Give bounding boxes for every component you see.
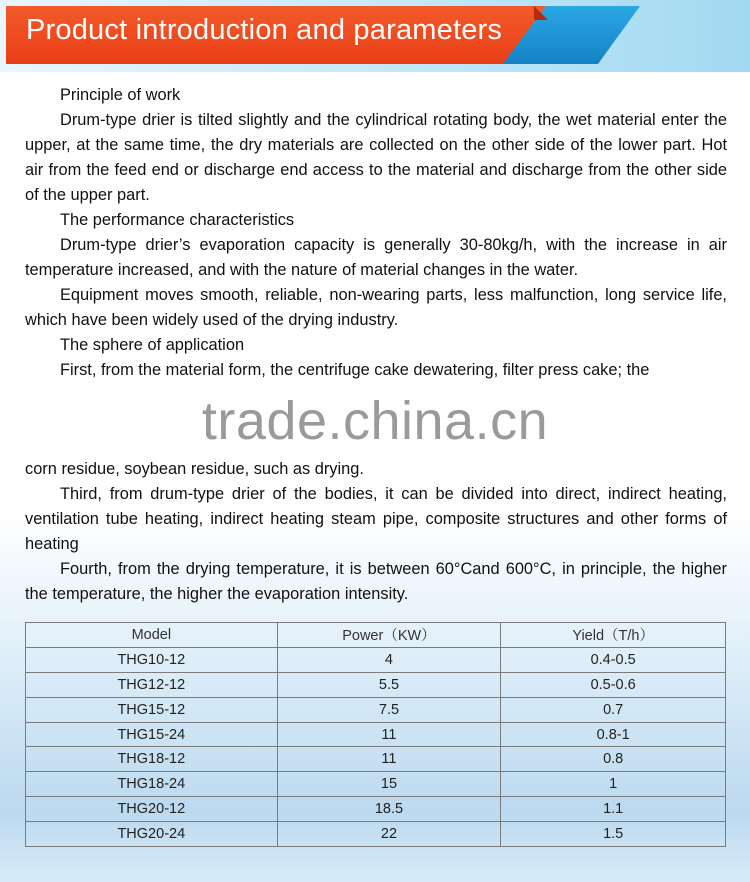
- cell-yield: 1.5: [501, 822, 726, 847]
- paragraph-first: First, from the material form, the centrifuge cake dewatering, filter press cake; the: [60, 361, 650, 379]
- paragraph-evaporation: Drum-type drier’s evaporation capacity is generally 30-80kg/h, with the increase in air temperature increased, and with the nature of material changes in the water.: [25, 236, 727, 279]
- table-row: [26, 822, 726, 847]
- cell-model: THG20-24: [26, 822, 278, 847]
- table-header-row: [26, 623, 726, 648]
- cell-power: 15: [277, 772, 501, 797]
- cell-power: 11: [277, 722, 501, 747]
- cell-model: THG12-12: [26, 672, 278, 697]
- cell-model: THG15-24: [26, 722, 278, 747]
- table-row: [26, 697, 726, 722]
- cell-yield: 0.5-0.6: [501, 672, 726, 697]
- paragraph-corn: corn residue, soybean residue, such as drying.: [25, 460, 364, 478]
- paragraph-third: Third, from drum-type drier of the bodies, it can be divided into direct, indirect heating, ventilation tube heating, indirect heating steam pipe, composite structures and other forms of heating: [25, 485, 727, 553]
- section-heading-application: The sphere of application: [60, 336, 245, 354]
- watermark-text: trade.china.cn: [201, 391, 549, 451]
- cell-yield: 0.4-0.5: [501, 647, 726, 672]
- table-row: [26, 772, 726, 797]
- cell-power: 5.5: [277, 672, 501, 697]
- cell-model: THG20-12: [26, 797, 278, 822]
- cell-yield: 0.8: [501, 747, 726, 772]
- section-heading-performance: The performance characteristics: [60, 211, 295, 229]
- cell-power: 22: [277, 822, 501, 847]
- cell-power: 4: [277, 647, 501, 672]
- table-row: [26, 672, 726, 697]
- cell-yield: 1.1: [501, 797, 726, 822]
- paragraph-equipment: Equipment moves smooth, reliable, non-wearing parts, less malfunction, long service life, which have been widely used of the drying industry.: [25, 286, 727, 329]
- header-yield: Yield（T/h）: [501, 623, 726, 648]
- section-heading-principle: Principle of work: [60, 86, 181, 104]
- cell-power: 18.5: [277, 797, 501, 822]
- cell-model: THG18-12: [26, 747, 278, 772]
- watermark-overlay: [0, 382, 750, 460]
- table-row: [26, 647, 726, 672]
- header-model: Model: [26, 623, 278, 648]
- header-banner: [0, 0, 750, 72]
- cell-model: THG18-24: [26, 772, 278, 797]
- paragraph-principle: Drum-type drier is tilted slightly and the cylindrical rotating body, the wet material enter the upper, at the same time, the dry materials are collected on the other side of the lower part. Hot air from the feed end or discharge end access to the material and discharge from the other side of the upper part.: [25, 111, 727, 204]
- table-row: [26, 797, 726, 822]
- parameters-table-wrapper: [25, 622, 726, 847]
- cell-yield: 1: [501, 772, 726, 797]
- cell-power: 11: [277, 747, 501, 772]
- header-power: Power（KW）: [277, 623, 501, 648]
- parameters-table: [25, 622, 726, 847]
- cell-yield: 0.8-1: [501, 722, 726, 747]
- table-row: [26, 722, 726, 747]
- paragraph-fourth: Fourth, from the drying temperature, it is between 60°Cand 600°C, in principle, the higher the temperature, the higher the evaporation intensity.: [25, 560, 727, 603]
- cell-power: 7.5: [277, 697, 501, 722]
- cell-model: THG10-12: [26, 647, 278, 672]
- description-text-top: [25, 83, 727, 383]
- cell-yield: 0.7: [501, 697, 726, 722]
- table-row: [26, 747, 726, 772]
- page-title: Product introduction and parameters: [26, 14, 503, 46]
- description-text-bottom: [25, 457, 727, 607]
- cell-model: THG15-12: [26, 697, 278, 722]
